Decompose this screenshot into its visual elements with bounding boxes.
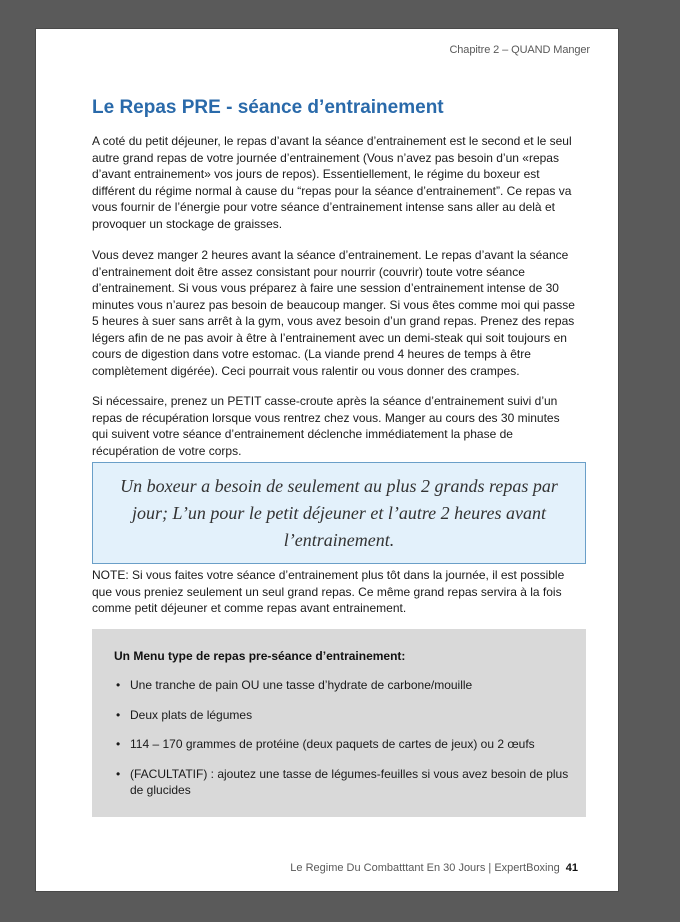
footer-text: Le Regime Du Combatttant En 30 Jours | ExpertBoxing <box>290 862 560 874</box>
chapter-header: Chapitre 2 – QUAND Manger <box>449 44 590 56</box>
paragraph-timing: Vous devez manger 2 heures avant la séance d’entrainement. Le repas d’avant la séance d’entrainement doit être assez consistant pour nourrir (couvrir) toute votre séance d’entrainement. Si vous vous préparez à faire une session d’entrainement intense de 30 minutes vous n’aurez pas besoin de beaucoup manger. Si vous êtes comme moi qui passe 5 heures à suer sans arrêt à la gym, vous avez besoin d’un grand repas. Prenez des repas légers afin de ne pas avoir à être à l’entrainement avec un demi-steak qui soit toujours en cours de digestion dans votre estomac. (La viande prend 4 heures de temps à être complètement digérée). Ceci pourrait vous ralentir ou vous donner des crampes. <box>92 248 575 378</box>
paragraph-intro: A coté du petit déjeuner, le repas d’avant la séance d’entrainement est le second et le seul autre grand repas de votre journée d’entrainement (Vous n’avez pas besoin d’un «repas d’avant entrainement» vos jours de repos). Essentiellement, le régime du boxeur est différent du régime normal à cause du “repas pour la séance d’entrainement”. Ce repas va vous fournir de l’énergie pour votre séance d’entrainement intense sans aller au delà et provoquer un stockage de graisses. <box>92 134 572 231</box>
menu-list <box>114 677 574 812</box>
menu-item <box>114 736 574 753</box>
bullet-icon: • <box>116 707 121 722</box>
note-paragraph: NOTE: Si vous faites votre séance d’entrainement plus tôt dans la journée, il est possible que vous preniez seulement un seul grand repas. Ce même grand repas servira à la fois comme petit déjeuner et comme repas avant entrainement. <box>92 568 565 615</box>
document-page <box>36 29 618 891</box>
page-footer <box>290 862 578 874</box>
menu-item <box>114 766 574 799</box>
quote-box <box>92 462 586 564</box>
menu-title: Un Menu type de repas pre-séance d’entrainement: <box>114 649 406 663</box>
menu-item-text: Deux plats de légumes <box>130 707 253 722</box>
menu-item <box>114 707 574 724</box>
page-number: 41 <box>565 862 578 874</box>
menu-item-text: 114 – 170 grammes de protéine (deux paquets de cartes de jeux) ou 2 œufs <box>130 737 535 751</box>
bullet-icon: • <box>116 766 121 781</box>
menu-item-text: Une tranche de pain OU une tasse d’hydrate de carbone/mouille <box>130 678 473 692</box>
section-title: Le Repas PRE - séance d’entrainement <box>92 97 444 118</box>
menu-box <box>92 629 586 817</box>
bullet-icon: • <box>116 737 121 751</box>
quote-text: Un boxeur a besoin de seulement au plus 2 grands repas par jour; L’un pour le petit déjeuner et l’autre 2 heures avant l’entrainement. <box>120 475 558 550</box>
menu-item <box>114 677 574 694</box>
paragraph-recovery: Si nécessaire, prenez un PETIT casse-croute après la séance d’entrainement suivi d’un repas de récupération lorsque vous rentrez chez vous. Manger au cours des 30 minutes qui suivent votre séance d’entrainement déclenche immédiatement la phase de récupération de votre corps. <box>92 394 560 458</box>
bullet-icon: • <box>116 678 121 692</box>
menu-item-text: (FACULTATIF) : ajoutez une tasse de légumes-feuilles si vous avez besoin de plus de glucides <box>130 766 569 797</box>
